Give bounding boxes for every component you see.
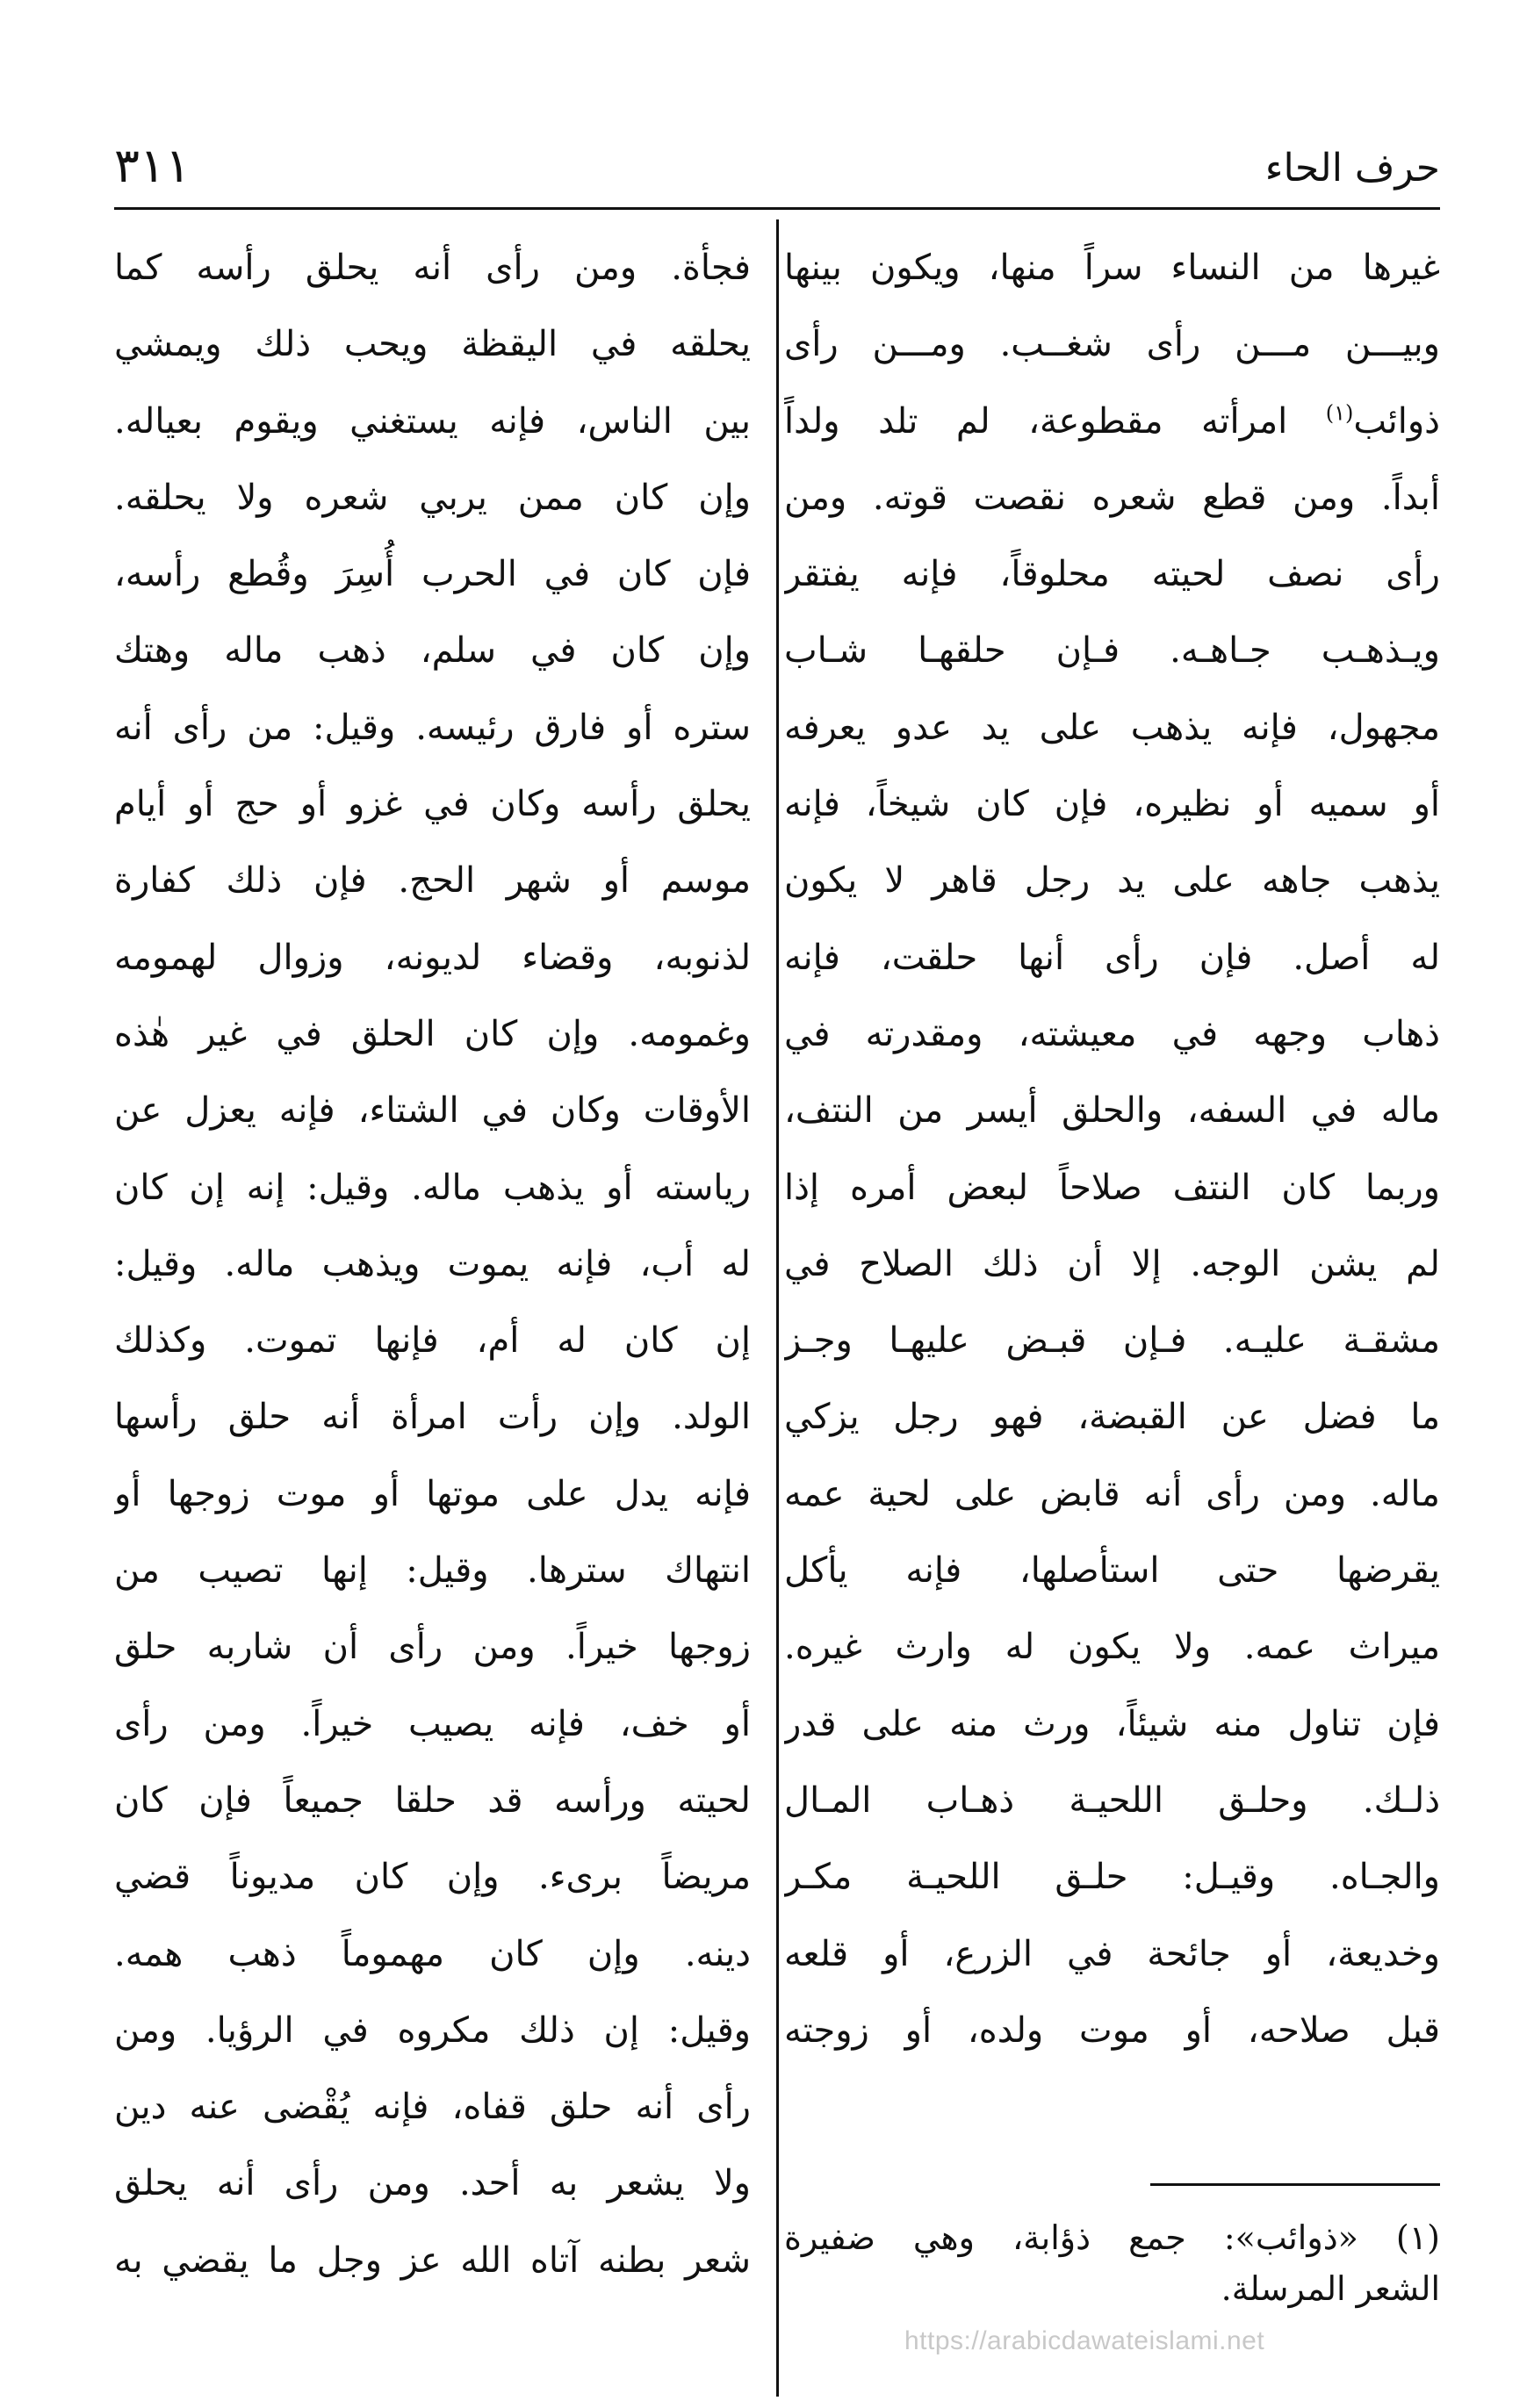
text-line: أو سميه أو نظيره، فإن كان شيخاً، فإنه	[784, 784, 1440, 825]
text-line: ميراث عمه. ولا يكون له وارث غيره.	[784, 1627, 1440, 1668]
footnote-line: الشعر المرسلة.	[1221, 2269, 1440, 2308]
text-line: الولد. وإن رأت امرأة أنه حلق رأسها	[114, 1397, 751, 1438]
text-line: مشقـة عليـه. فـإن قبـض عليهـا وجـز	[784, 1320, 1440, 1362]
text-line: ويـذهـب جـاهـه. فـإن حلقهـا شـاب	[784, 630, 1440, 672]
text-fragment: امرأته مقطوعة، لم تلد ولداً	[784, 400, 1288, 442]
text-line: مريضاً برىء. وإن كان مديوناً قضي	[114, 1857, 751, 1898]
left-column	[114, 230, 751, 2299]
text-line: موسم أو شهر الحج. فإن ذلك كفارة	[114, 860, 751, 902]
text-line: أبداً. ومن قطع شعره نقصت قوته. ومن	[784, 477, 1440, 518]
text-line: فإن كان في الحرب أُسِرَ وقُطع رأسه،	[114, 554, 751, 595]
footnote	[784, 2212, 1440, 2314]
text-line: وبيـــن مـــن رأى شغــب. ومـــن رأى	[784, 324, 1440, 365]
text-line: ما فضل عن القبضة، فهو رجل يزكي	[784, 1397, 1440, 1438]
footnote-rule	[1150, 2183, 1440, 2186]
text-line: لذنوبه، وقضاء لديونه، وزوال لهمومه	[114, 937, 751, 978]
text-line: ذلـك. وحلـق اللحيـة ذهـاب المـال	[784, 1779, 1440, 1821]
page-header	[114, 132, 1440, 202]
text-line: الأوقات وكان في الشتاء، فإنه يعزل عن	[114, 1090, 751, 1132]
text-line: والجـاه. وقيـل: حلـق اللحيـة مكـر	[784, 1857, 1440, 1898]
text-line: غيرها من النساء سراً منها، ويكون بينها	[784, 248, 1440, 288]
running-title: حرف الحاء	[1264, 146, 1440, 190]
text-line: له أب، فإنه يموت ويذهب ماله. وقيل:	[114, 1243, 751, 1284]
text-line: رياسته أو يذهب ماله. وقيل: إنه إن كان	[114, 1167, 751, 1208]
footnote-line: (١) «ذوائب»: جمع ذؤابة، وهي ضفيرة	[784, 2218, 1440, 2257]
text-line: فجأة. ومن رأى أنه يحلق رأسه كما	[114, 248, 751, 288]
text-line: انتهاك سترها. وقيل: إنها تصيب من	[114, 1550, 751, 1592]
text-line: رأى أنه حلق قفاه، فإنه يُقْضى عنه دين	[114, 2087, 751, 2128]
text-line: يذهب جاهه على يد رجل قاهر لا يكون	[784, 860, 1440, 902]
text-line: لحيته ورأسه قد حلقا جميعاً فإن كان	[114, 1779, 751, 1821]
text-line: له أصل. فإن رأى أنها حلقت، فإنه	[784, 937, 1440, 978]
watermark-url: https://arabicdawateislami.net	[904, 2326, 1265, 2355]
text-line: زوجها خيراً. ومن رأى أن شاربه حلق	[114, 1627, 751, 1668]
text-fragment: ذوائب	[1353, 400, 1440, 442]
right-column	[784, 230, 1440, 2069]
text-line: وربما كان النتف صلاحاً لبعض أمره إذا	[784, 1167, 1440, 1208]
text-line: قبل صلاحه، أو موت ولده، أو زوجته	[784, 2009, 1440, 2051]
text-line: يحلق رأسه وكان في غزو أو حج أو أيام	[114, 784, 751, 825]
footnote-marker: (١)	[1325, 400, 1354, 426]
text-line: فإنه يدل على موتها أو موت زوجها أو	[114, 1473, 751, 1514]
text-line: ماله. ومن رأى أنه قابض على لحية عمه	[784, 1473, 1440, 1514]
text-line: وإن كان في سلم، ذهب ماله وهتك	[114, 630, 751, 672]
text-line: ستره أو فارق رئيسه. وقيل: من رأى أنه	[114, 707, 751, 748]
text-line: مجهول، فإنه يذهب على يد عدو يعرفه	[784, 707, 1440, 748]
text-line: دينه. وإن كان مهموماً ذهب همه.	[114, 1933, 751, 1974]
text-line: وقيل: إن ذلك مكروه في الرؤيا. ومن	[114, 2009, 751, 2051]
text-line-with-footnote	[784, 384, 1440, 460]
text-line: فإن تناول منه شيئاً، ورث منه على قدر	[784, 1703, 1440, 1744]
text-line: وغمومه. وإن كان الحلق في غير هٰذه	[114, 1013, 751, 1054]
text-line: ذهاب وجهه في معيشته، ومقدرته في	[784, 1013, 1440, 1054]
text-line: أو خف، فإنه يصيب خيراً. ومن رأى	[114, 1703, 751, 1744]
text-line: يحلقه في اليقظة ويحب ذلك ويمشي	[114, 324, 751, 365]
text-line: إن كان له أم، فإنها تموت. وكذلك	[114, 1320, 751, 1362]
text-line: بين الناس، فإنه يستغني ويقوم بعياله.	[114, 400, 751, 442]
text-line: ولا يشعر به أحد. ومن رأى أنه يحلق	[114, 2163, 751, 2204]
header-rule	[114, 207, 1440, 210]
column-divider	[776, 219, 779, 2397]
page-number: ٣١١	[114, 138, 191, 193]
text-line: لم يشن الوجه. إلا أن ذلك الصلاح في	[784, 1243, 1440, 1284]
text-line: ماله في السفه، والحلق أيسر من النتف،	[784, 1090, 1440, 1132]
text-line: شعر بطنه آتاه الله عز وجل ما يقضي به	[114, 2239, 751, 2281]
text-line: يقرضها حتى استأصلها، فإنه يأكل	[784, 1550, 1440, 1592]
text-line: رأى نصف لحيته محلوقاً، فإنه يفتقر	[784, 554, 1440, 595]
text-line: وخديعة، أو جائحة في الزرع، أو قلعه	[784, 1933, 1440, 1974]
text-line: وإن كان ممن يربي شعره ولا يحلقه.	[114, 477, 751, 518]
